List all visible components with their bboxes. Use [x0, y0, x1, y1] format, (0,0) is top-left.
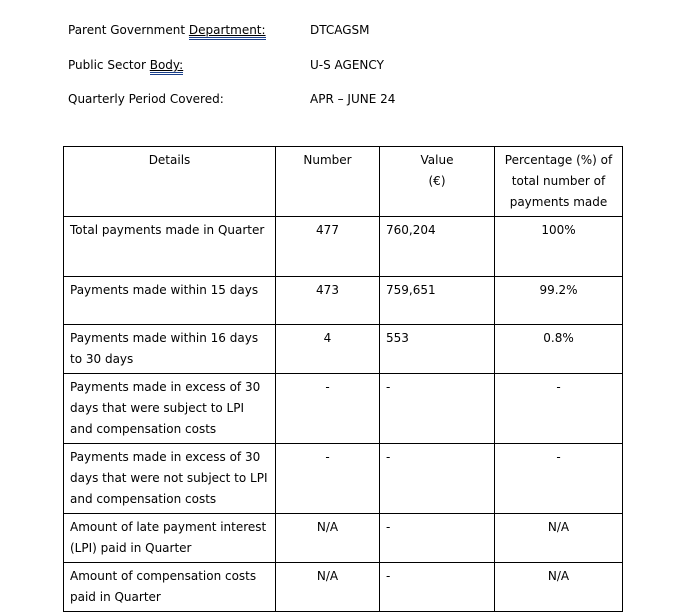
header-number: Number	[276, 147, 380, 217]
row-number: 4	[276, 325, 380, 374]
row-value: -	[380, 514, 495, 563]
row-percentage: 100%	[495, 217, 623, 277]
row-details: Payments made within 16 days to 30 days	[64, 325, 276, 374]
table-row	[64, 514, 623, 563]
table-row	[64, 325, 623, 374]
table-row	[64, 374, 623, 444]
row-details: Payments made in excess of 30 days that were subject to LPI and compensation costs	[64, 374, 276, 444]
period-label: Quarterly Period Covered:	[68, 92, 224, 106]
row-number: -	[276, 374, 380, 444]
table-row	[64, 563, 623, 612]
row-percentage: 99.2%	[495, 277, 623, 325]
row-number: N/A	[276, 563, 380, 612]
row-value: -	[380, 563, 495, 612]
period-value: APR – JUNE 24	[310, 92, 396, 106]
row-value: 760,204	[380, 217, 495, 277]
row-details: Payments made within 15 days	[64, 277, 276, 325]
department-label: Parent Government Department:	[68, 22, 266, 38]
row-number: -	[276, 444, 380, 514]
row-details: Amount of late payment interest (LPI) paid in Quarter	[64, 514, 276, 563]
body-label: Public Sector Body:	[68, 57, 183, 73]
header-details: Details	[64, 147, 276, 217]
department-underline	[270, 22, 308, 36]
header-value-line1: Value	[420, 153, 454, 167]
row-number: N/A	[276, 514, 380, 563]
row-number: 477	[276, 217, 380, 277]
row-percentage: 0.8%	[495, 325, 623, 374]
row-number: 473	[276, 277, 380, 325]
header-value-line2: (€)	[428, 174, 446, 188]
row-value: 553	[380, 325, 495, 374]
department-value: DTCAGSM	[310, 23, 370, 37]
row-details: Total payments made in Quarter	[64, 217, 276, 277]
row-percentage: N/A	[495, 514, 623, 563]
body-value: U-S AGENCY	[310, 58, 384, 72]
row-details: Amount of compensation costs paid in Quarter	[64, 563, 276, 612]
row-value: 759,651	[380, 277, 495, 325]
header-value	[380, 147, 495, 217]
row-value: -	[380, 374, 495, 444]
table-row	[64, 277, 623, 325]
row-percentage: -	[495, 444, 623, 514]
row-value: -	[380, 444, 495, 514]
row-details: Payments made in excess of 30 days that were not subject to LPI and compensation costs	[64, 444, 276, 514]
row-percentage: -	[495, 374, 623, 444]
row-percentage: N/A	[495, 563, 623, 612]
table-row	[64, 217, 623, 277]
header-percentage: Percentage (%) of total number of payments made	[495, 147, 623, 217]
table-header-row	[64, 147, 623, 217]
payments-table	[63, 146, 623, 612]
table-row	[64, 444, 623, 514]
